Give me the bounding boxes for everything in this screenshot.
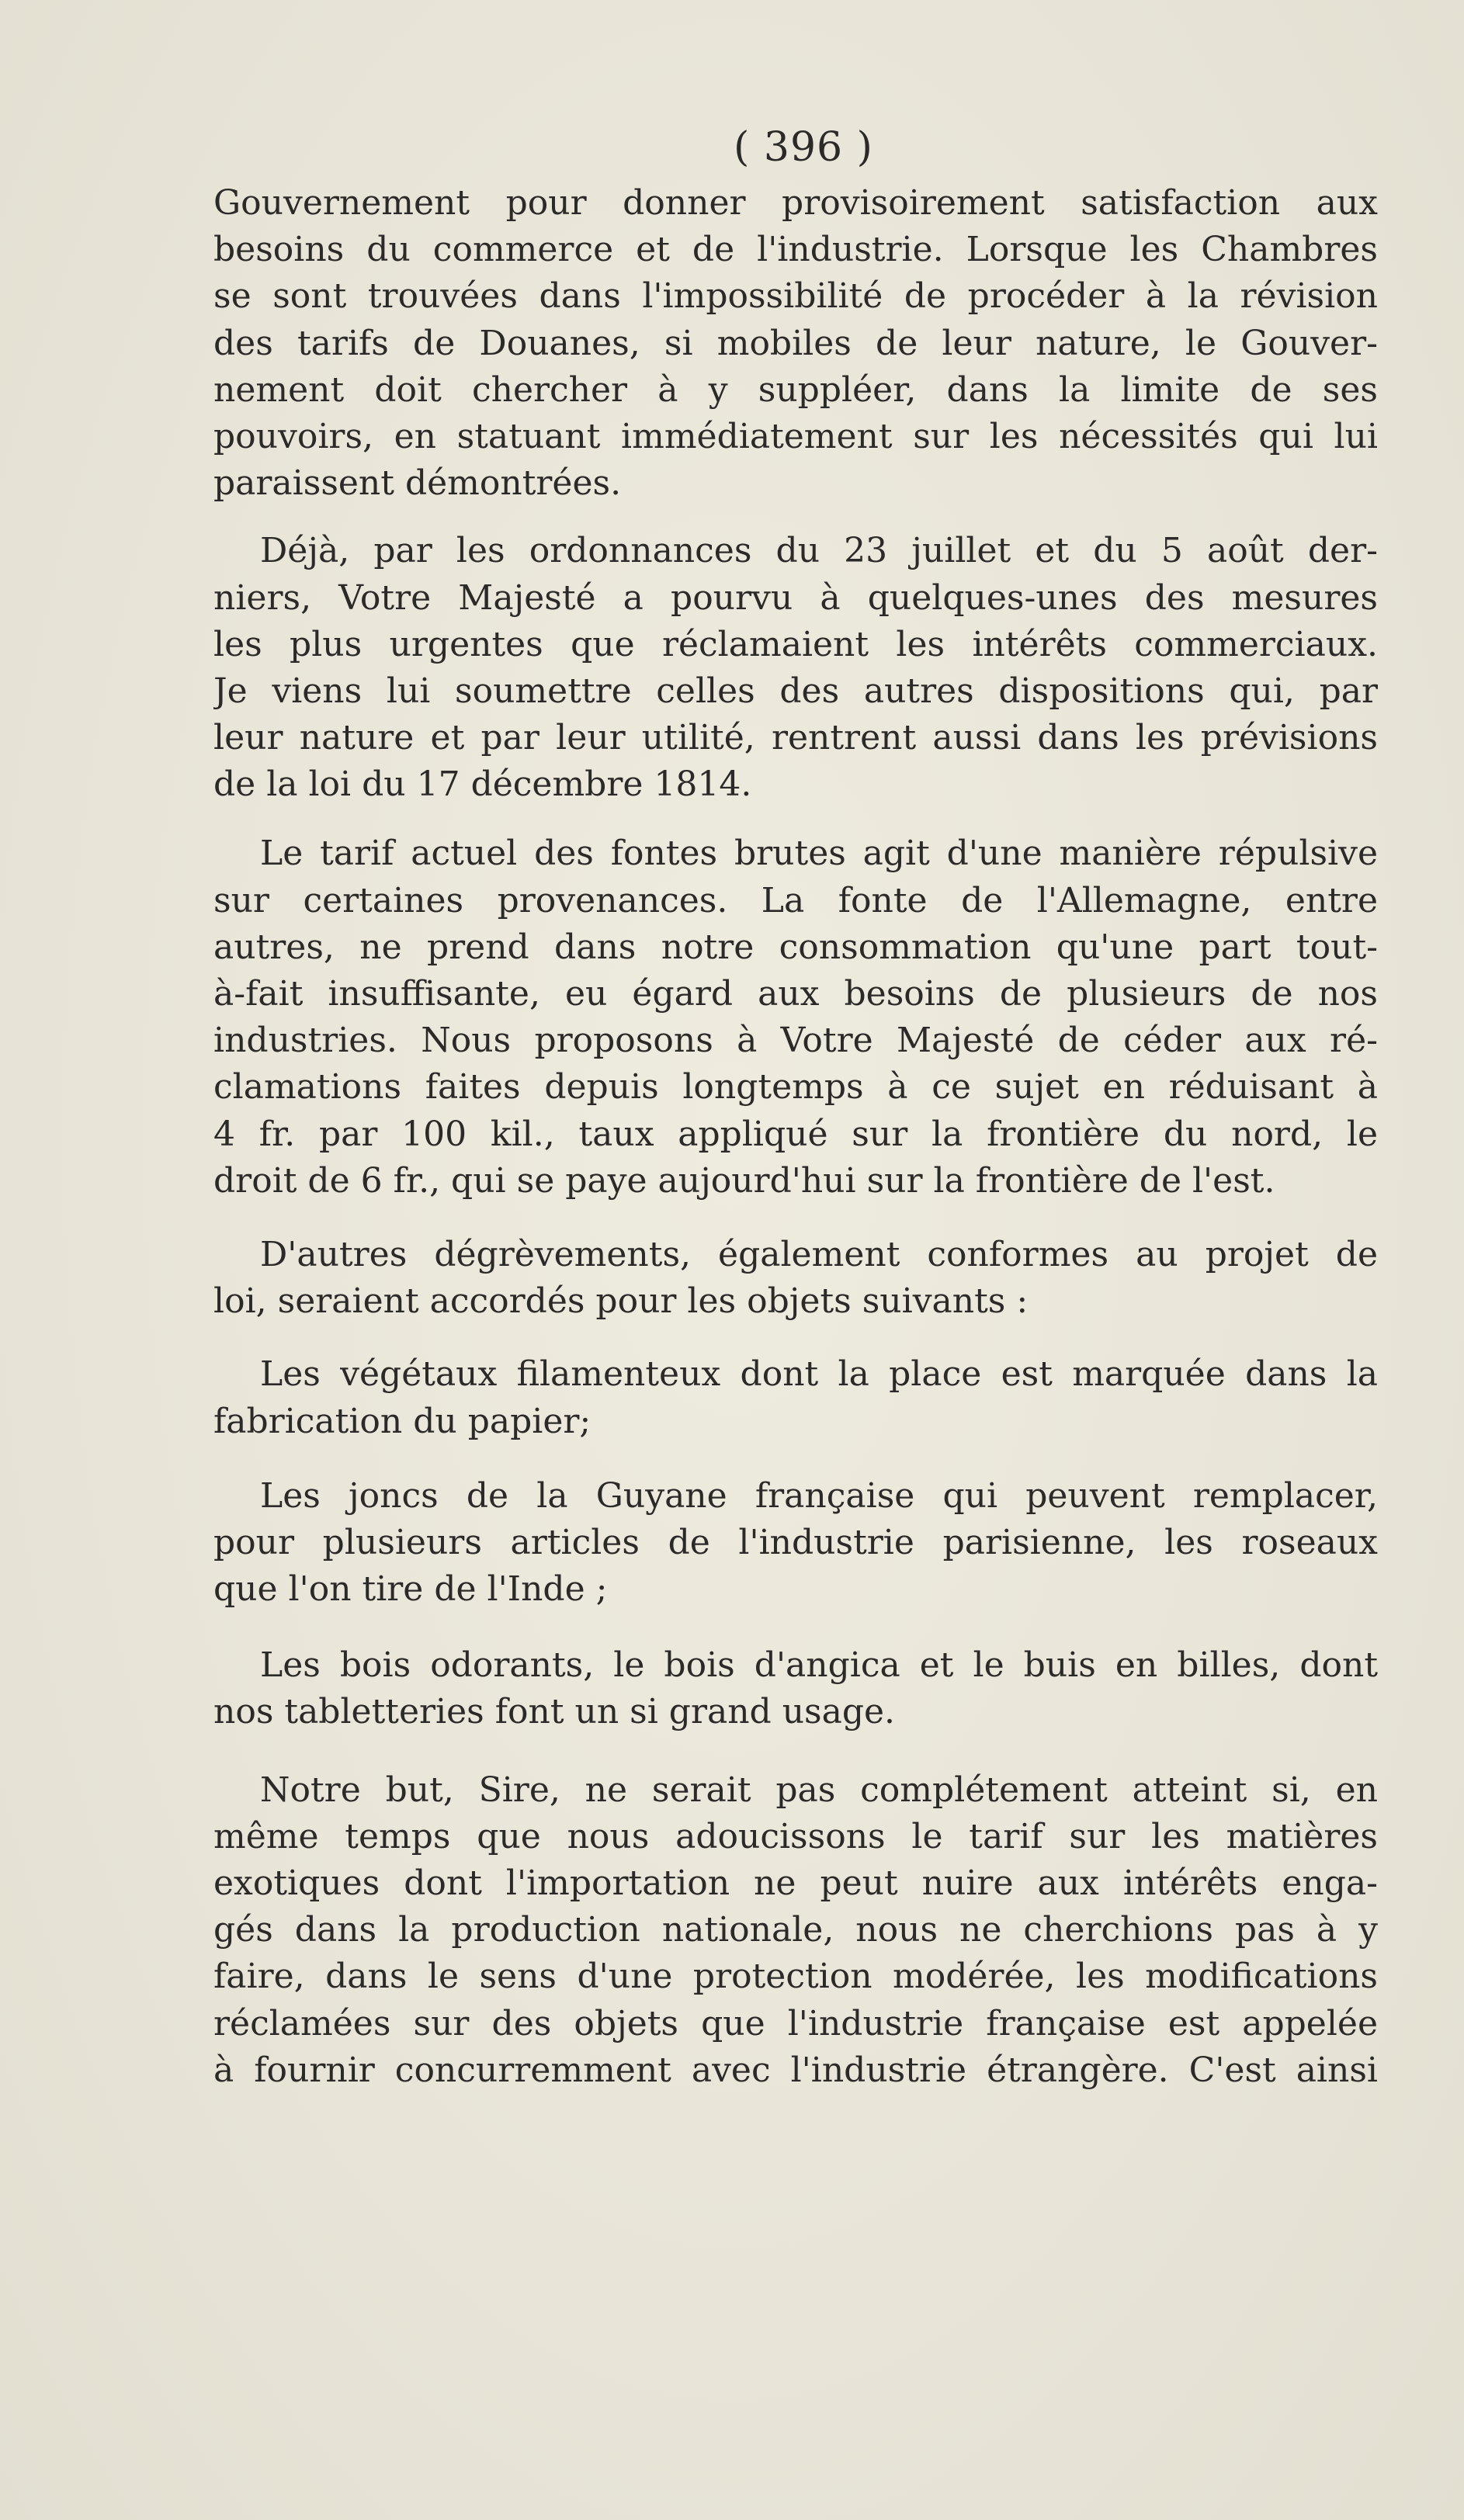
text-line: niers, Votre Majesté a pourvu à quelques-unes des mesures <box>213 577 1378 618</box>
text-line: des tarifs de Douanes, si mobiles de leur nature, le Gouver- <box>213 323 1378 363</box>
text-line: loi, seraient accordés pour les objets suivants : <box>213 1281 1029 1322</box>
paragraph-7 <box>213 1642 1378 1735</box>
text-line: 4 fr. par 100 kil., taux appliqué sur la frontière du nord, le <box>213 1114 1378 1154</box>
paragraph-2 <box>213 528 1378 808</box>
text-line: clamations faites depuis longtemps à ce sujet en réduisant à <box>213 1067 1378 1107</box>
paragraph-3 <box>213 830 1378 1205</box>
text-line: industries. Nous proposons à Votre Majesté de céder aux ré- <box>213 1021 1378 1061</box>
text-line: à-fait insuffisante, eu égard aux besoins de plusieurs de nos <box>213 974 1378 1014</box>
text-line: gés dans la production nationale, nous ne cherchions pas à y <box>213 1910 1378 1950</box>
text-line: exotiques dont l'importation ne peut nuire aux intérêts enga- <box>213 1863 1378 1903</box>
text-line: droit de 6 fr., qui se paye aujourd'hui sur la frontière de l'est. <box>213 1160 1275 1201</box>
text-line: Les bois odorants, le bois d'angica et le buis en billes, dont <box>260 1645 1378 1686</box>
text-line: nement doit chercher à y suppléer, dans la limite de ses <box>213 369 1378 410</box>
text-line: les plus urgentes que réclamaient les intérêts commerciaux. <box>213 624 1378 664</box>
text-line: D'autres dégrèvements, également conformes au projet de <box>260 1234 1378 1274</box>
paragraph-6 <box>213 1473 1378 1614</box>
text-line: besoins du commerce et de l'industrie. Lorsque les Chambres <box>213 230 1378 270</box>
text-line: à fournir concurremment avec l'industrie étrangère. C'est ainsi <box>213 2050 1378 2090</box>
text-line: autres, ne prend dans notre consommation qu'une part tout- <box>213 927 1378 967</box>
text-line: nos tabletteries font un si grand usage. <box>213 1692 896 1732</box>
paragraph-1 <box>213 180 1378 507</box>
text-line: Le tarif actuel des fontes brutes agit d'une manière répulsive <box>260 834 1378 874</box>
paragraph-8 <box>213 1767 1378 2094</box>
text-line: leur nature et par leur utilité, rentrent aussi dans les prévisions <box>213 718 1378 758</box>
page-number: ( 396 ) <box>734 124 873 171</box>
text-line: Je viens lui soumettre celles des autres dispositions qui, par <box>213 671 1378 711</box>
text-line: Notre but, Sire, ne serait pas complétement atteint si, en <box>260 1770 1378 1810</box>
paragraph-5 <box>213 1351 1378 1444</box>
text-line: pour plusieurs articles de l'industrie parisienne, les roseaux <box>213 1522 1378 1562</box>
text-line: réclamées sur des objets que l'industrie française est appelée <box>213 2003 1378 2043</box>
text-line: Les joncs de la Guyane française qui peuvent remplacer, <box>260 1475 1378 1516</box>
text-line: Gouvernement pour donner provisoirement satisfaction aux <box>213 183 1378 223</box>
page-text <box>213 124 1378 2094</box>
text-line: paraissent démontrées. <box>213 463 622 504</box>
text-line: se sont trouvées dans l'impossibilité de procéder à la révision <box>213 276 1378 317</box>
text-line: sur certaines provenances. La fonte de l'Allemagne, entre <box>213 880 1378 920</box>
text-line: de la loi du 17 décembre 1814. <box>213 764 752 805</box>
text-line: fabrication du papier; <box>213 1401 591 1441</box>
text-line: pouvoirs, en statuant immédiatement sur les nécessités qui lui <box>213 416 1378 456</box>
text-line: même temps que nous adoucissons le tarif sur les matières <box>213 1816 1378 1856</box>
paragraph-4 <box>213 1232 1378 1325</box>
text-line: que l'on tire de l'Inde ; <box>213 1569 608 1610</box>
text-line: Les végétaux filamenteux dont la place est marquée dans la <box>260 1354 1378 1395</box>
text-line: faire, dans le sens d'une protection modérée, les modifications <box>213 1957 1378 1997</box>
text-line: Déjà, par les ordonnances du 23 juillet et du 5 août der- <box>260 531 1378 571</box>
